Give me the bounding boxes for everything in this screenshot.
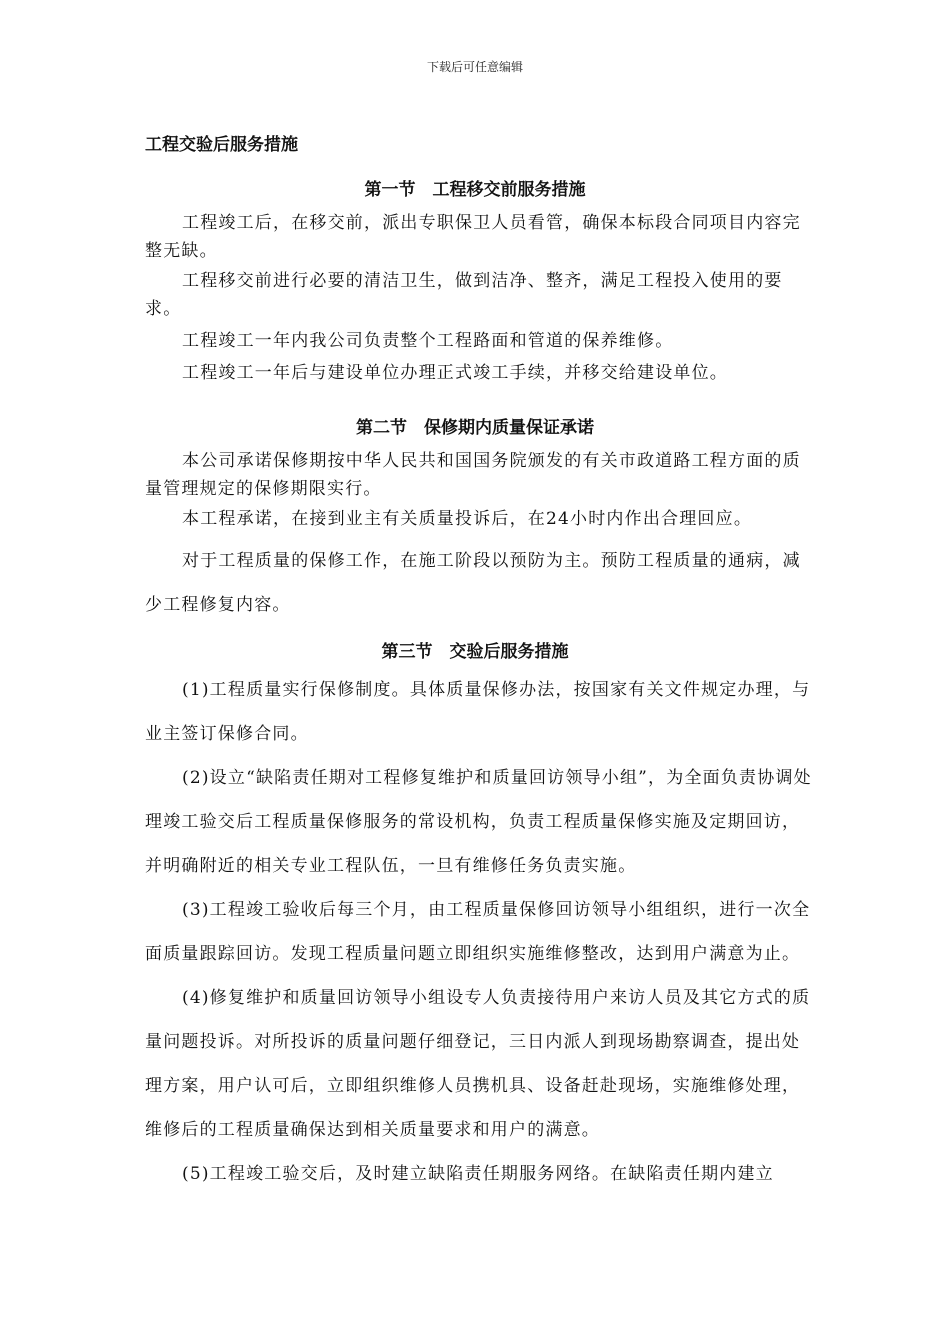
- section-3-item-2: (2)设立“缺陷责任期对工程修复维护和质量回访领导小组”，为全面负责协调处理竣工验交后工程质量保修服务的常设机构，负责工程质量保修实施及定期回访，并明确附近的相关专业工程队伍，一旦有维修任务负责实施。: [145, 768, 812, 876]
- page-header-note: 下载后可任意编辑: [426, 60, 523, 74]
- document-title: 工程交验后服务措施: [145, 135, 298, 155]
- section-1-body: [145, 209, 813, 387]
- section-3-item-4: (4)修复维护和质量回访领导小组设专人负责接待用户来访人员及其它方式的质量问题投诉。对所投诉的质量问题仔细登记，三日内派人到现场勘察调查，提出处理方案，用户认可后，立即组织维修人员携机具、设备赶赴现场，实施维修处理，维修后的工程质量确保达到相关质量要求和用户的满意。: [145, 988, 811, 1140]
- section-3-item-1: (1)工程质量实行保修制度。具体质量保修办法，按国家有关文件规定办理，与业主签订保修合同。: [145, 680, 811, 744]
- section-1-title: 第一节 工程移交前服务措施: [364, 180, 586, 200]
- section-3-title: 第三节 交验后服务措施: [381, 642, 569, 662]
- section-2-paragraph-2: 本工程承诺，在接到业主有关质量投诉后，在24小时内作出合理回应。: [182, 509, 753, 529]
- section-3-item-5: (5)工程竣工验交后，及时建立缺陷责任期服务网络。在缺陷责任期内建立: [182, 1164, 774, 1184]
- section-1-paragraph-2: 工程移交前进行必要的清洁卫生，做到洁净、整齐，满足工程投入使用的要求。: [145, 271, 783, 319]
- section-2-paragraph-3: 对于工程质量的保修工作，在施工阶段以预防为主。预防工程质量的通病，减少工程修复内容。: [145, 551, 801, 615]
- section-2-paragraph-1: 本公司承诺保修期按中华人民共和国国务院颁发的有关市政道路工程方面的质量管理规定的保修期限实行。: [145, 451, 801, 499]
- section-3-item-3: (3)工程竣工验收后每三个月，由工程质量保修回访领导小组组织，进行一次全面质量跟踪回访。发现工程质量问题立即组织实施维修整改，达到用户满意为止。: [145, 900, 811, 964]
- section-3-body: [145, 668, 813, 1196]
- section-1-paragraph-3: 工程竣工一年内我公司负责整个工程路面和管道的保养维修。: [182, 331, 674, 351]
- section-2-body: [145, 447, 813, 627]
- section-2-title: 第二节 保修期内质量保证承诺: [356, 418, 594, 438]
- section-1-paragraph-1: 工程竣工后，在移交前，派出专职保卫人员看管，确保本标段合同项目内容完整无缺。: [145, 213, 801, 261]
- section-1-paragraph-4: 工程竣工一年后与建设单位办理正式竣工手续，并移交给建设单位。: [182, 363, 728, 383]
